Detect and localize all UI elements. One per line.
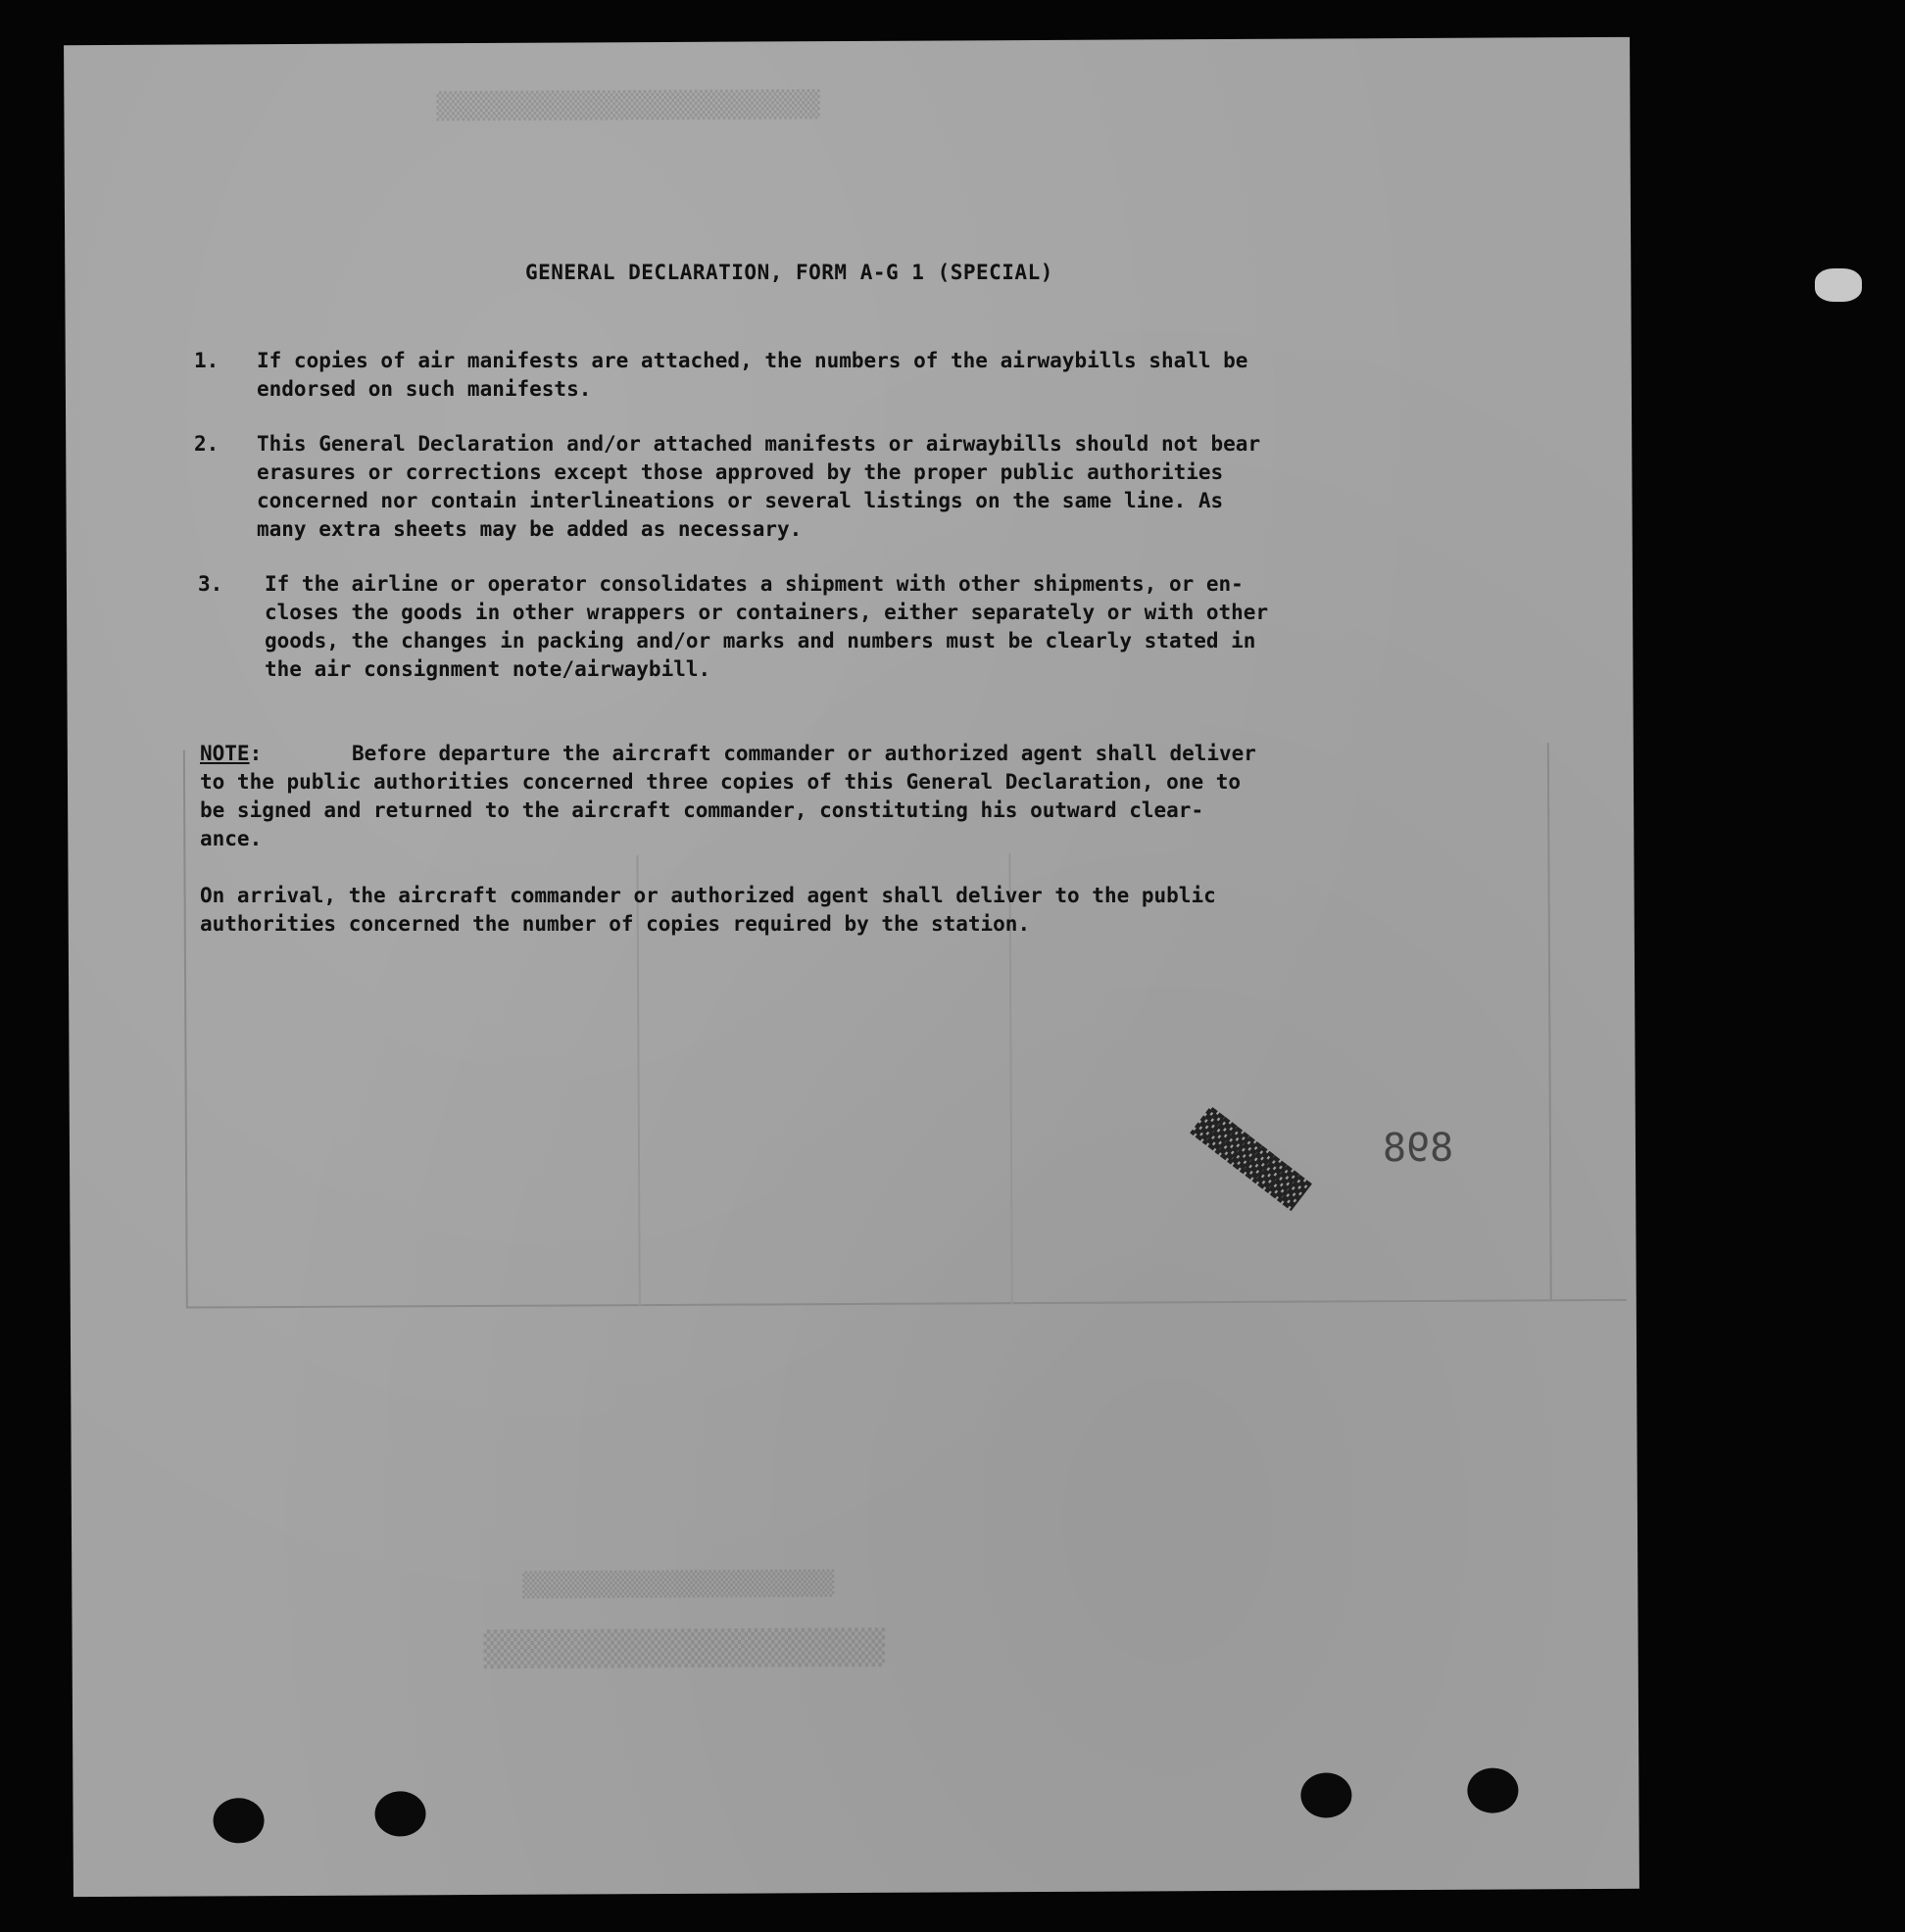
item-number: 1. [194,349,220,372]
arrival-line: authorities concerned the number of copies required by the station. [200,912,1031,936]
bleed-through-text: ▒▒▒▒▒▒▒▒▒▒▒▒▒▒▒▒▒▒▒▒▒▒ [522,1570,835,1599]
item-line: the air consignment note/airwaybill. [265,657,711,681]
punch-hole [1467,1767,1518,1812]
ink-stamp: ▓▓▓▓▓▓▓▓ [1189,1106,1310,1211]
bleed-through-text: ▒▒▒▒▒▒▒▒▒▒▒▒▒▒▒▒▒▒▒▒▒▒▒▒▒ [436,90,820,122]
note-line: Before departure the aircraft commander or authorized agent shall deliver [352,742,1256,765]
bleed-through-text: ▒▒▒▒▒▒▒▒▒▒▒▒▒▒▒▒▒▒▒▒ [483,1627,886,1669]
form-box-border [183,750,188,1309]
punch-hole [213,1798,264,1843]
note-heading: NOTE [200,742,250,765]
form-box-border [186,1299,1627,1309]
item-line: many extra sheets may be added as necessary. [257,517,803,541]
arrival-line: On arrival, the aircraft commander or authorized agent shall deliver to the public [200,884,1216,907]
item-line: concerned nor contain interlineations or several listings on the same line. As [257,489,1224,512]
punch-hole [374,1791,425,1836]
item-line: endorsed on such manifests. [257,377,592,401]
item-line: closes the goods in other wrappers or containers, either separately or with other [265,601,1269,624]
note-colon: : [249,742,263,765]
document-page [64,37,1639,1897]
item-line: goods, the changes in packing and/or marks and numbers must be clearly stated in [265,629,1256,652]
item-line: This General Declaration and/or attached manifests or airwaybills should not bear [257,432,1261,456]
form-box-border [1547,743,1552,1301]
note-line: be signed and returned to the aircraft commander, constituting his outward clear- [200,798,1204,822]
mirrored-number: 898 [1382,1125,1454,1172]
paper-blot [1815,268,1862,302]
item-number: 3. [198,572,223,596]
note-line: ance. [200,827,263,850]
page-title: GENERAL DECLARATION, FORM A-G 1 (SPECIAL) [525,261,1053,284]
item-number: 2. [194,432,220,456]
note-label [200,740,262,768]
punch-hole [1300,1772,1351,1817]
item-line: If copies of air manifests are attached, the numbers of the airwaybills shall be [257,349,1248,372]
note-line: to the public authorities concerned three copies of this General Declaration, one to [200,770,1242,794]
item-line: If the airline or operator consolidates a shipment with other shipments, or en- [265,572,1244,596]
item-line: erasures or corrections except those approved by the proper public authorities [257,460,1224,484]
